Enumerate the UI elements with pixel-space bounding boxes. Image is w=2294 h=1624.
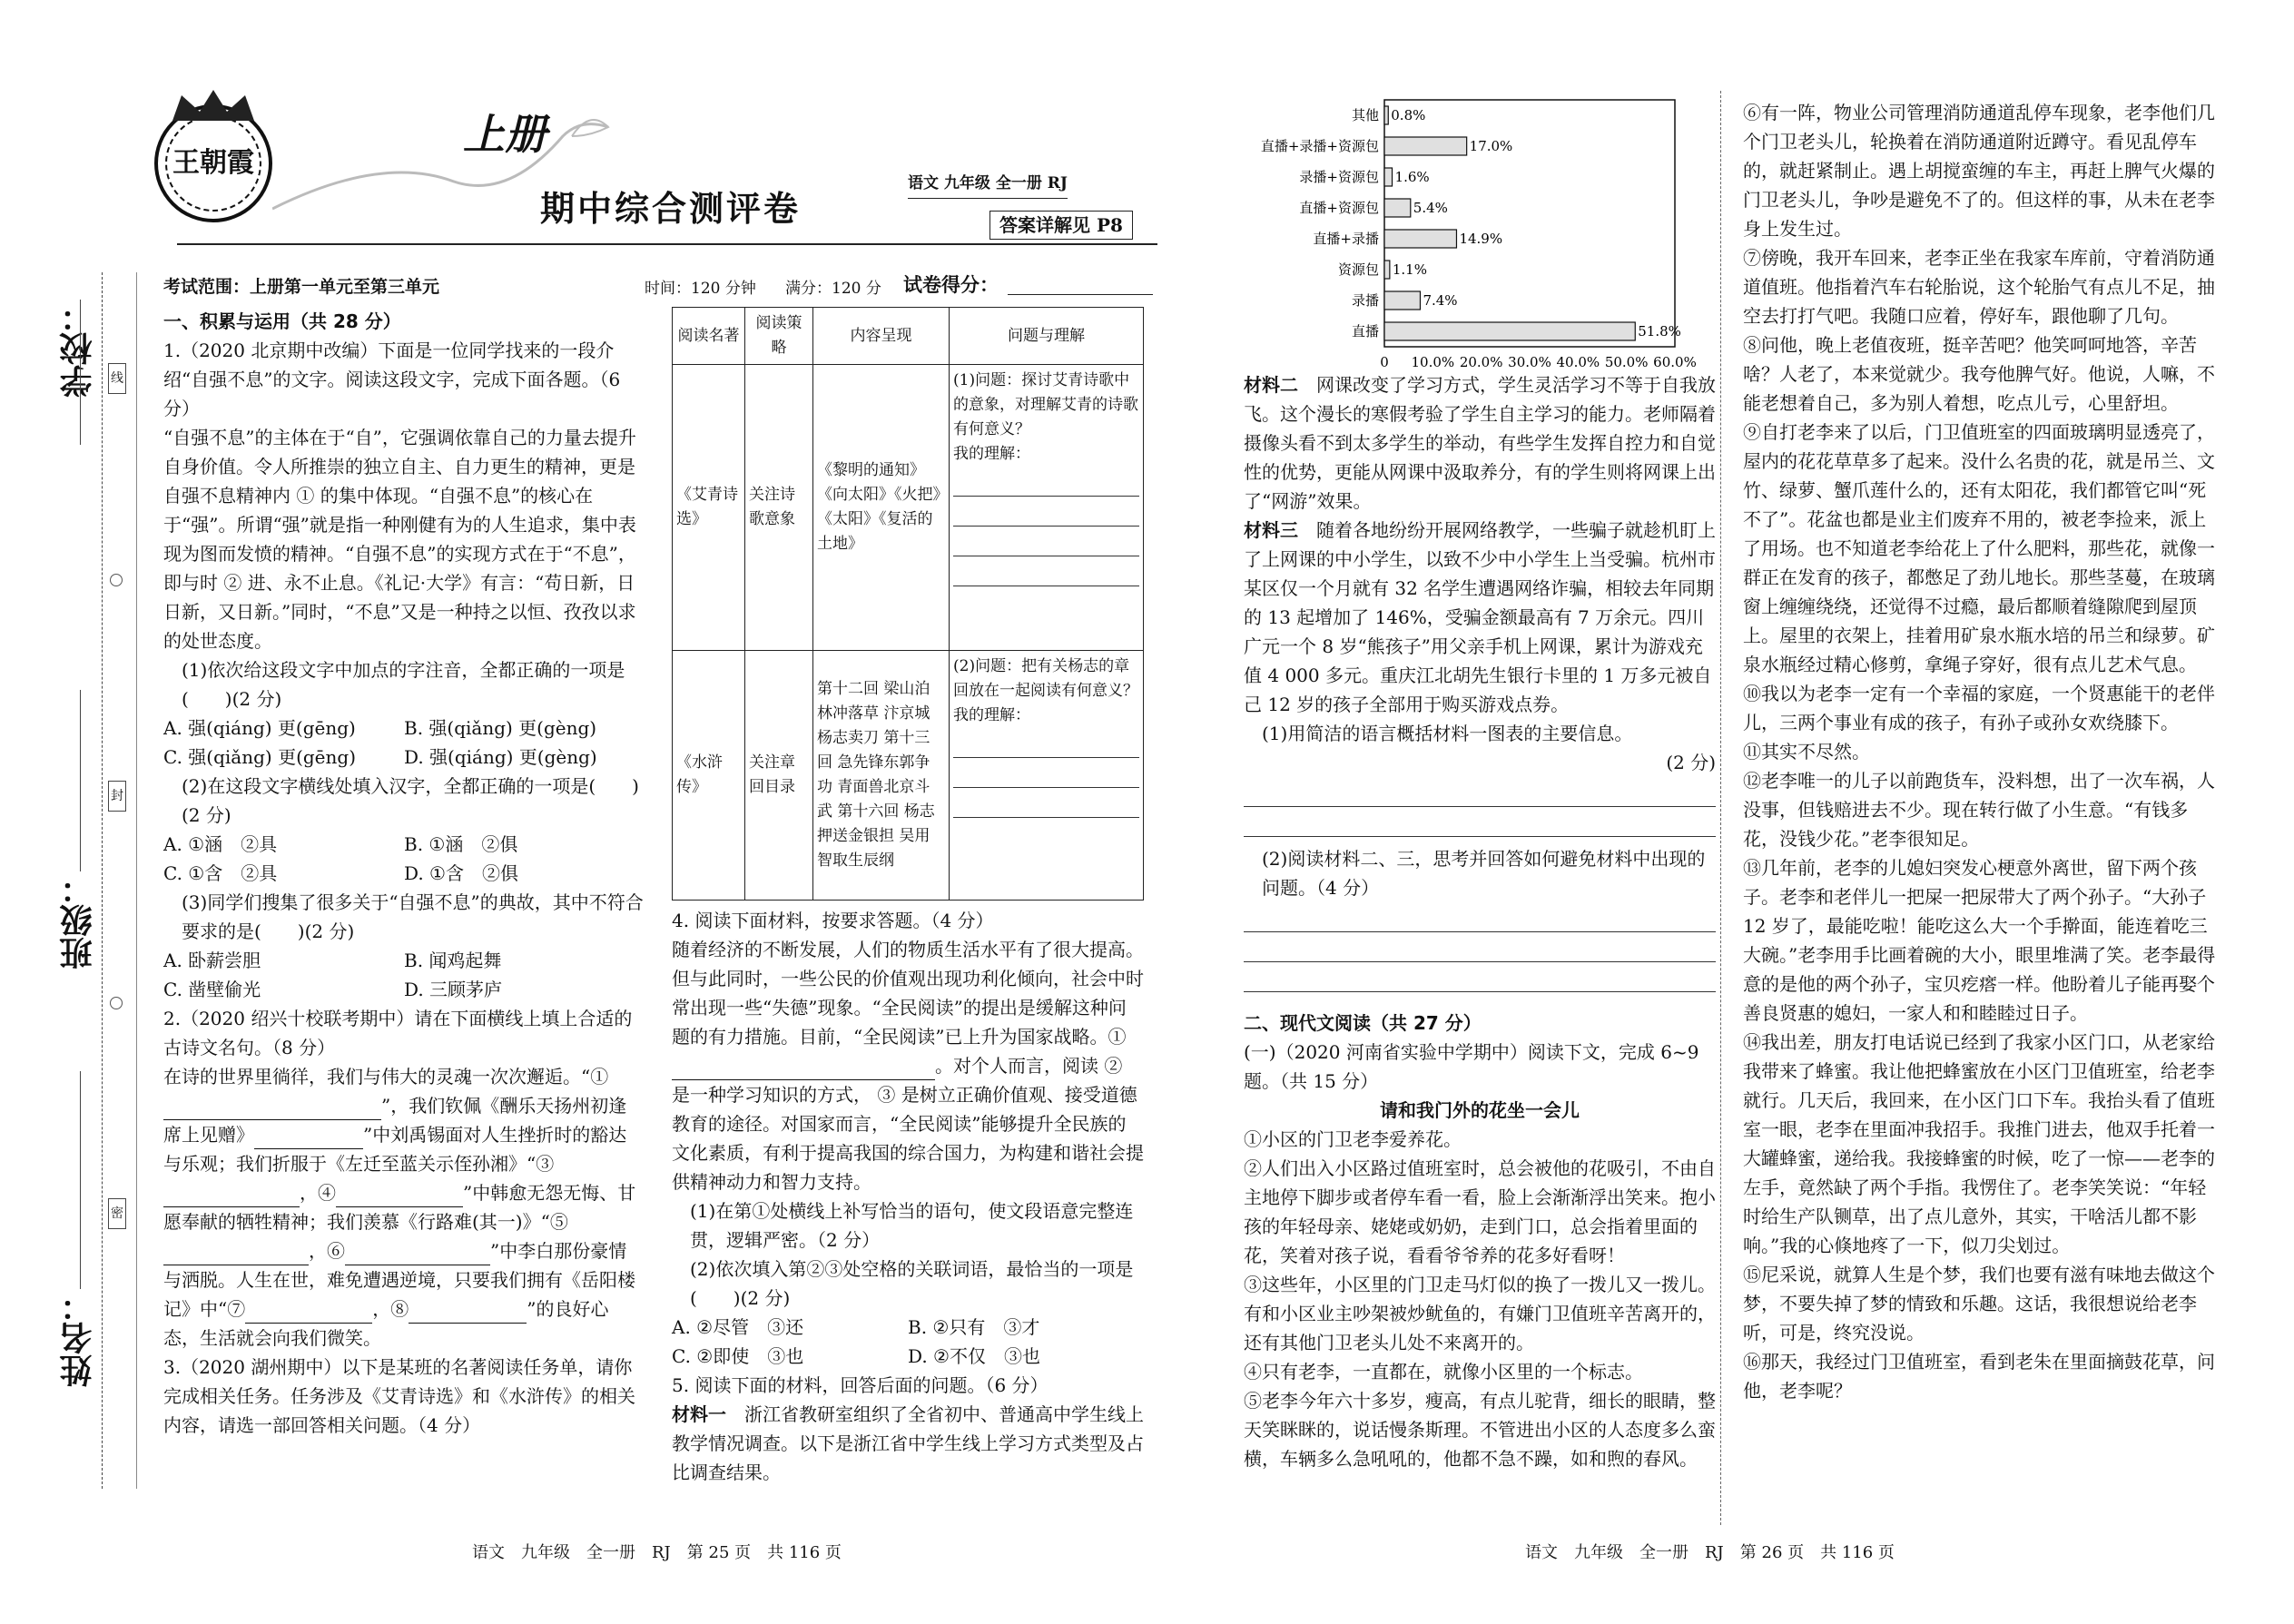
answer-line[interactable] — [953, 728, 1139, 758]
cut-line — [136, 272, 137, 1489]
school-label: 学校： — [59, 300, 97, 398]
q3-stem: 3.（2020 湖州期中）以下是某班的名著阅读任务单，请你完成相关任务。任务涉及《艾青诗选》和《水浒传》的相关内容，请选一部回答相关问题。（4 分） — [163, 1356, 635, 1436]
table-cell: 我的理解： — [953, 706, 1030, 724]
section-2-title: 二、现代文阅读（共 27 分） — [1244, 1012, 1482, 1034]
q2-text: ”，我们钦佩《酬乐天扬州初逢席上见赠》 — [163, 1095, 627, 1146]
category-label: 直播+录播 — [1313, 231, 1379, 247]
score-input[interactable] — [1008, 294, 1153, 295]
blank-input[interactable] — [672, 1058, 853, 1080]
story-paragraph: ⑭我出差，朋友打电话说已经到了我家小区门口，从老家给我带来了蜂蜜。我让他把蜂蜜放在小区门卫值班室，给老李就行。几天后，我回来，在小区门口下车。我抬头看了值班室一眼，老李在里面冲我招手。我推门进去，他双手托着一大罐蜂蜜，递给我。我接蜂蜜的时候，吃了一惊——老李的左手，竟然缺了两个手指。我愣住了。老李笑笑说：“年轻时给生产队铡草，出了点儿意外，其实，干啥活儿都不影响。”我的心倏地疼了一下，似刀尖划过。 — [1743, 1031, 2215, 1256]
q5-sub1: (1)用简洁的语言概括材料一图表的主要信息。 — [1262, 723, 1633, 744]
bar — [1384, 137, 1467, 155]
story-paragraph: ⑩我以为老李一定有一个幸福的家庭，一个贤惠能干的老伴儿，三两个事业有成的孩子，有孙子或孙女欢绕膝下。 — [1743, 683, 2215, 733]
x-tick-label: 50.0% — [1604, 354, 1649, 370]
story-paragraph: ⑪其实不尽然。 — [1743, 741, 1870, 763]
answer-line[interactable] — [953, 788, 1139, 818]
table-cell: 第十二回 梁山泊林冲落草 汴京城杨志卖刀 第十三回 急先锋东郭争功 青面兽北京斗武 第十六回 杨志押送金银担 吴用智取生辰纲 — [813, 651, 950, 901]
q1-opt-a[interactable]: A. 卧薪尝胆 — [163, 950, 261, 971]
q1-opt-c[interactable]: C. 强(qiǎng) 更(gēng) — [163, 746, 357, 768]
score-label: 试卷得分： — [903, 273, 999, 296]
answer-line[interactable] — [953, 758, 1139, 788]
q1-opt-d[interactable]: D. ①含 ②俱 — [404, 862, 518, 884]
title-top: 上册 — [463, 110, 546, 159]
material-1-text: 浙江省教研室组织了全省初中、普通高中学生线上教学情况调查。以下是浙江省中学生线上学习方式类型及占比调查结果。 — [672, 1403, 1144, 1483]
blank-input[interactable] — [254, 1127, 363, 1149]
data-label: 14.9% — [1459, 231, 1503, 247]
bar — [1384, 230, 1456, 248]
category-label: 直播+资源包 — [1299, 200, 1379, 216]
x-tick-label: 20.0% — [1459, 354, 1503, 370]
table-header: 阅读策略 — [745, 308, 813, 365]
q2-text: ”中李白那份豪情与洒脱。人生在世，难免遭遇逆境，只要我们拥有《岳阳楼记》中“⑦ — [163, 1240, 635, 1320]
survey-bar-chart — [1180, 93, 1707, 374]
section-1-title: 一、积累与运用（共 28 分） — [163, 310, 401, 332]
category-label: 直播+录播+资源包 — [1260, 138, 1379, 154]
table-cell: 《黎明的通知》《向太阳》《火把》《太阳》《复活的土地》 — [813, 365, 950, 651]
q1-opt-a[interactable]: A. ①涵 ②具 — [163, 833, 278, 855]
material-3-label: 材料三 — [1244, 519, 1298, 541]
table-cell: 《艾青诗选》 — [673, 365, 745, 651]
story-paragraph: ⑬几年前，老李的儿媳妇突发心梗意外离世，留下两个孩子。老李和老伴儿一把屎一把尿带大了两个孙子。“大孙子 12 岁了，最能吃啦！能吃这么大一个手擀面，能连着吃三大碗。”老李用手比画着碗的大小，眼里堆满了笑。老李最得意的是他的两个孙子，宝贝疙瘩一样。他盼着儿子能再娶个善良贤惠的媳妇，一家人和和睦睦过日子。 — [1743, 857, 2216, 1024]
x-tick-label: 60.0% — [1653, 354, 1697, 370]
blank-input[interactable] — [345, 1098, 381, 1120]
q4-opt-a[interactable]: A. ②尽管 ③还 — [672, 1316, 804, 1338]
x-tick-label: 40.0% — [1556, 354, 1600, 370]
hole-icon — [110, 997, 123, 1009]
answer-line[interactable] — [1244, 807, 1716, 837]
story-paragraph: ⑮尼采说，就算人生是个梦，我们也要有滋有味地去做这个梦，不要失掉了梦的情致和乐趣。这话，我很想说给老李听，可是，终究没说。 — [1743, 1264, 2215, 1343]
category-label: 资源包 — [1337, 261, 1379, 278]
q5-stem: 5. 阅读下面的材料，回答后面的问题。（6 分） — [672, 1374, 1049, 1396]
reading-task-table — [672, 307, 1144, 901]
bar — [1384, 322, 1635, 340]
data-label: 51.8% — [1638, 323, 1681, 340]
answer-line[interactable] — [1244, 962, 1716, 992]
material-2-label: 材料二 — [1244, 374, 1298, 396]
table-header: 内容呈现 — [813, 308, 950, 365]
seal-mark: 封 — [108, 781, 126, 812]
x-tick-label: 0 — [1380, 354, 1389, 370]
q1-opt-a[interactable]: A. 强(qiáng) 更(gēng) — [163, 717, 356, 739]
category-label: 录播+资源包 — [1299, 169, 1379, 185]
q4-passage: 随着经济的不断发展，人们的物质生活水平有了很大提高。但与此同时，一些公民的价值观出现功利化倾向，社会中时常出现一些“失德”现象。“全民阅读”的提出是缓解这种问题的有力措施。目前，“全民阅读”已上升为国家战略。① — [672, 939, 1144, 1048]
blank-input[interactable] — [245, 1302, 372, 1324]
blank-input[interactable] — [345, 1244, 490, 1265]
answer-line[interactable] — [1244, 902, 1716, 932]
bar — [1384, 199, 1411, 217]
q4-opt-b[interactable]: B. ②只有 ③才 — [908, 1316, 1040, 1338]
material-2-text: 网课改变了学习方式，学生灵活学习不等于自我放飞。这个漫长的寒假考验了学生自主学习的能力。老师隔着摄像头看不到太多学生的举动，有些学生发挥自控力和自觉性的优势，更能从网课中汲取养分，有的学生则将网课上出了“网游”效果。 — [1244, 374, 1716, 512]
q1-opt-b[interactable]: B. 闻鸡起舞 — [404, 950, 502, 971]
data-label: 7.4% — [1423, 292, 1458, 309]
table-cell: (1)问题：探讨艾青诗歌中的意象，对理解艾青的诗歌有何意义？ — [953, 371, 1138, 438]
x-tick-label: 30.0% — [1508, 354, 1551, 370]
story-paragraph: ①小区的门卫老李爱养花。 — [1244, 1128, 1462, 1150]
table-header: 问题与理解 — [950, 308, 1144, 365]
table-cell: 关注诗歌意象 — [745, 365, 813, 651]
q2-text: ，④ — [300, 1182, 336, 1204]
story-paragraph: ⑦傍晚，我开车回来，老李正坐在我家车库前，守着消防通道值班。他指着汽车右轮胎说，这个轮胎气有点儿不足，抽空去打打气吧。我随口应着，停好车，跟他聊了几句。 — [1743, 247, 2215, 327]
q4-passage: 。对个人而言，阅读 ② 是一种学习知识的方式， ③ 是树立正确价值观、接受道德教育的途径。对国家而言，“全民阅读”能够提升全民族的文化素质，有利于提高我国的综合国力，为构建和谐社会提供精神动力和智力支持。 — [672, 1055, 1144, 1193]
logo-text: 王朝霞 — [172, 147, 254, 179]
q1-opt-b[interactable]: B. ①涵 ②俱 — [404, 833, 518, 855]
footer-left: 语文 九年级 全一册 RJ 第 25 页 共 116 页 — [472, 1543, 842, 1562]
page-title: 期中综合测评卷 — [540, 188, 802, 229]
q1-sub2: (2)在这段文字横线处填入汉字，全都正确的一项是( )(2 分) — [182, 775, 639, 826]
crown-icon — [154, 86, 272, 123]
q4-opt-d[interactable]: D. ②不仅 ③也 — [908, 1345, 1040, 1367]
story-paragraph: ⑤老李今年六十多岁，瘦高，有点儿驼背，细长的眼睛，整天笑眯眯的，说话慢条斯理。不管进出小区的人态度多么蛮横，车辆多么急吼吼的，他都不急不躁，如和煦的春风。 — [1244, 1390, 1716, 1470]
q2-text: ”中刘禹锡面对人生挫折时的豁达与乐观；我们折服于《左迁至蓝关示侄孙湘》“③ — [163, 1124, 627, 1175]
blank-input[interactable] — [163, 1244, 309, 1265]
q4-opt-c[interactable]: C. ②即使 ③也 — [672, 1345, 804, 1367]
q1-passage: “自强不息”的主体在于“自”，它强调依靠自己的力量去提升自身价值。令人所推崇的独立自主、自力更生的精神，更是自强不息精神内 ① 的集中体现。“自强不息”的核心在于“强”。所谓“强”就是指一种刚健有为的人生追求，集中表现为图而发愤的精神。“自强不息”的实现方式在于“不息”，即与时 ② 进、永不止息。《礼记·大学》有言：“苟日新，日日新，又日新。”同时，“不息”又是一种持之以恒、孜孜以求的处世态度。 — [163, 427, 636, 652]
story-paragraph: ⑨自打老李来了以后，门卫值班室的四面玻璃明显透亮了，屋内的花花草草多了起来。没什么名贵的花，就是吊兰、文竹、绿萝、蟹爪莲什么的，还有太阳花，我们都管它叫“死不了”。花盆也都是业主们废弃不用的，被老李捡来，派上了用场。也不知道老李给花上了什么肥料，那些花，就像一群正在发育的孩子，都憋足了劲儿地长。那些茎蔓，在玻璃窗上缠缠绕绕，还觉得不过瘾，最后都顺着缝隙爬到屋顶上。屋里的衣架上，挂着用矿泉水瓶水培的吊兰和绿萝。矿泉水瓶经过精心修剪，拿绳子穿好，很有点儿艺术气息。 — [1743, 421, 2215, 675]
name-label: 姓名： — [59, 1289, 97, 1387]
seal-dense-mark: 密 — [108, 1198, 126, 1229]
q1-sub1: (1)依次给这段文字中加点的字注音，全都正确的一项是( )(2 分) — [182, 659, 625, 710]
answer-line[interactable] — [1244, 932, 1716, 962]
column-divider — [1720, 91, 1721, 1525]
full-score: 满分：120 分 — [785, 280, 881, 298]
blank-input[interactable] — [163, 1098, 345, 1120]
q1-opt-c[interactable]: C. ①含 ②具 — [163, 862, 278, 884]
cut-line — [102, 272, 103, 1489]
seal-line-mark: 线 — [108, 363, 126, 394]
bar — [1384, 168, 1393, 186]
q2-text: ”的良好心态，生活就会向我们微笑。 — [163, 1298, 609, 1349]
section-2-intro: (一)（2020 河南省实验中学期中）阅读下文，完成 6~9 题。（共 15 分） — [1244, 1041, 1699, 1092]
q4-sub1: (1)在第①处横线上补写恰当的语句，使文段语意完整连贯，逻辑严密。（2 分） — [690, 1200, 1134, 1251]
q2-text: 在诗的世界里徜徉，我们与伟大的灵魂一次次邂逅。“① — [163, 1066, 609, 1088]
q2-text: ”中韩愈无怨无悔、甘愿奉献的牺牲精神；我们羡慕《行路难(其一)》“⑤ — [163, 1182, 636, 1233]
binding-strip — [0, 0, 136, 1624]
bar — [1384, 261, 1390, 279]
category-label: 其他 — [1351, 107, 1379, 123]
data-label: 17.0% — [1469, 138, 1513, 154]
q5-sub1-score: (2 分) — [1666, 752, 1716, 773]
story-paragraph: ⑫老李唯一的儿子以前跑货车，没料想，出了一次车祸，人没事，但钱赔进去不少。现在转行做了小生意。“有钱多花，没钱少花。”老李很知足。 — [1743, 770, 2215, 850]
exam-scope: 考试范围：上册第一单元至第三单元 — [163, 277, 440, 297]
q4-stem: 4. 阅读下面材料，按要求答题。（4 分） — [672, 910, 994, 931]
category-label: 录播 — [1351, 292, 1379, 309]
table-cell: 《水浒传》 — [673, 651, 745, 901]
bar — [1384, 106, 1388, 124]
q4-sub2: (2)依次填入第②③处空格的关联词语，最恰当的一项是( )(2 分) — [690, 1258, 1134, 1309]
story-title: 请和我门外的花坐一会儿 — [1380, 1099, 1580, 1121]
blank-input[interactable] — [409, 1302, 527, 1324]
class-label: 班级： — [59, 871, 97, 969]
category-label: 直播 — [1351, 323, 1379, 340]
footer-right: 语文 九年级 全一册 RJ 第 26 页 共 116 页 — [1525, 1543, 1895, 1562]
q1-opt-d[interactable]: D. 三顾茅庐 — [404, 979, 503, 1000]
data-label: 0.8% — [1391, 107, 1426, 123]
story-paragraph: ②人们出入小区路过值班室时，总会被他的花吸引，不由自主地停下脚步或者停车看一看，脸上会渐渐浮出笑来。抱小孩的年轻母亲、姥姥或奶奶，走到门口，总会指着里面的花，笑着对孩子说，看看爷爷养的花多好看呀！ — [1244, 1157, 1716, 1266]
story-paragraph: ③这些年，小区里的门卫走马灯似的换了一拨儿又一拨儿。有和小区业主吵架被炒鱿鱼的，有嫌门卫值班辛苦离开的，还有其他门卫老头儿处不来离开的。 — [1244, 1274, 1716, 1353]
q1-opt-c[interactable]: C. 凿壁偷光 — [163, 979, 261, 1000]
blank-input[interactable] — [336, 1186, 463, 1207]
time-limit: 时间：120 分钟 — [645, 280, 756, 298]
table-cell: 我的理解： — [953, 445, 1030, 463]
data-label: 1.6% — [1394, 169, 1430, 185]
answer-line[interactable] — [1244, 777, 1716, 807]
q5-sub2: (2)阅读材料二、三，思考并回答如何避免材料中出现的问题。（4 分） — [1262, 848, 1706, 899]
answer-line[interactable] — [953, 497, 1139, 527]
x-tick-label: 10.0% — [1411, 354, 1455, 370]
story-paragraph: ⑯那天，我经过门卫值班室，看到老朱在里面摘鼓花草，问他，老李呢？ — [1743, 1351, 2215, 1402]
data-label: 1.1% — [1392, 261, 1427, 278]
bar — [1384, 291, 1420, 310]
material-3-text: 随着各地纷纷开展网络教学，一些骗子就趁机盯上了上网课的中小学生，以致不少中小学生上当受骗。杭州市某区仅一个月就有 32 名学生遭遇网络诈骗，相较去年同期的 13 起增加了 146%，受骗金额最高有 7 万余元。四川广元一个 8 岁“熊孩子”用父亲手机上网课，累计为游戏充值 4 000 多元。重庆江北胡先生银行卡里的 1 万多元被自己 12 岁的孩子全部用于购买游戏点券。 — [1244, 519, 1716, 715]
hole-icon — [110, 574, 123, 586]
blank-input[interactable] — [163, 1186, 300, 1207]
q1-sub3: (3)同学们搜集了很多关于“自强不息”的典故，其中不符合要求的是( )(2 分) — [182, 891, 644, 942]
q1-opt-d[interactable]: D. 强(qiáng) 更(gèng) — [404, 746, 597, 768]
table-header: 阅读名著 — [673, 308, 745, 365]
meta-tag: 语文 九年级 全一册 RJ — [908, 169, 1068, 199]
table-cell: (2)问题：把有关杨志的章回放在一起阅读有何意义？ — [953, 657, 1138, 700]
answer-line[interactable] — [953, 556, 1139, 586]
story-paragraph: ⑧问他，晚上老值夜班，挺辛苦吧？他笑呵呵地答，辛苦啥？人老了，本来觉就少。我夸他脾气好。他说，人嘛，不能老想着自己，多为别人着想，吃点儿亏，心里舒坦。 — [1743, 334, 2215, 414]
answer-line[interactable] — [953, 527, 1139, 556]
story-paragraph: ⑥有一阵，物业公司管理消防通道乱停车现象，老李他们几个门卫老头儿，轮换着在消防通道附近蹲守。看见乱停车的，就赶紧制止。遇上胡搅蛮缠的车主，再赶上脾气火爆的门卫老头儿，争吵是避免不了的。但这样的事，从未在老李身上发生过。 — [1743, 102, 2215, 240]
material-1-label: 材料一 — [672, 1403, 726, 1425]
table-cell: 关注章回目录 — [745, 651, 813, 901]
data-label: 5.4% — [1413, 200, 1448, 216]
answer-ref: 答案详解见 P8 — [989, 211, 1133, 240]
story-paragraph: ④只有老李，一直都在，就像小区里的一个标志。 — [1244, 1361, 1643, 1383]
q2-stem: 2.（2020 绍兴十校联考期中）请在下面横线上填上合适的古诗文名句。（8 分） — [163, 1008, 633, 1058]
answer-line[interactable] — [953, 467, 1139, 497]
blank-input[interactable] — [853, 1058, 935, 1080]
q1-opt-b[interactable]: B. 强(qiǎng) 更(gèng) — [404, 717, 597, 739]
q2-text: ，⑧ — [372, 1298, 409, 1320]
q2-text: ，⑥ — [309, 1240, 345, 1262]
q1-stem: 1.（2020 北京期中改编）下面是一位同学找来的一段介绍“自强不息”的文字。阅读这段文字，完成下面各题。（6 分） — [163, 340, 621, 419]
